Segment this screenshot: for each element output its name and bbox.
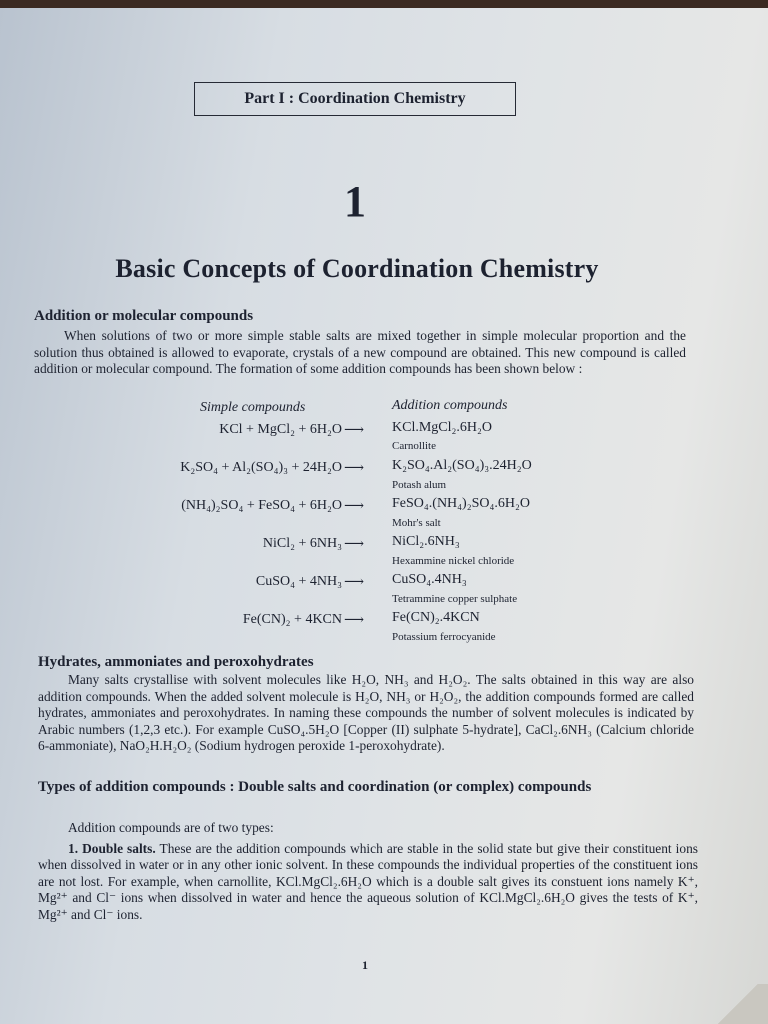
reaction-arrow: ⟶: [344, 537, 365, 552]
reaction-arrow: ⟶: [344, 613, 365, 628]
reaction-lhs: CuSO₄ + 4NH₃: [255, 574, 342, 589]
reaction-rhs: NiCl₂.6NH₃: [392, 534, 460, 549]
reaction-lhs: NiCl₂ + 6NH₃: [262, 536, 342, 551]
book-page: [0, 8, 768, 1024]
part-label-box: [194, 82, 516, 116]
section-heading-hydrates: Hydrates, ammoniates and peroxohydrates: [38, 654, 314, 670]
section-paragraph-types: [38, 820, 698, 923]
section-heading-types: Types of addition compounds : Double salts and coordination (or complex) compounds: [38, 779, 592, 795]
reaction-lhs: Fe(CN)₂ + 4KCN: [242, 612, 342, 627]
reaction-lhs: K₂SO₄ + Al₂(SO₄)₃ + 24H₂O: [180, 460, 342, 475]
item-text: These are the addition compounds which are stable in the solid state but give their constituent ions when dissolved in water or in any other ionic solvent. In these compounds the individual properties of the constituent ions are not lost. For example, when carnollite, KCl.MgCl₂.6H₂O which is a double salt gives its constuent ions namely K⁺, Mg²⁺ and Cl⁻ ions when dissolved in water and hence the aqueous solution of KCl.MgCl₂.6H₂O gives the tests of K⁺, Mg²⁺ and Cl⁻ ions.: [38, 840, 698, 922]
reaction-rhs: Fe(CN)₂.4KCN: [392, 610, 480, 625]
compound-name: Potassium ferrocyanide: [392, 631, 496, 643]
compound-name: Tetrammine copper sulphate: [392, 593, 518, 605]
page-corner: [708, 984, 768, 1024]
page-top-edge: [0, 0, 768, 8]
section-paragraph-addition: [34, 328, 686, 378]
reaction-lhs: (NH₄)₂SO₄ + FeSO₄ + 6H₂O: [181, 498, 342, 513]
chapter-number: 1: [344, 177, 366, 226]
reaction-rhs: KCl.MgCl₂.6H₂O: [392, 420, 492, 435]
reaction-rhs: K₂SO₄.Al₂(SO₄)₃.24H₂O: [392, 458, 532, 473]
part-label: Part I : Coordination Chemistry: [244, 90, 466, 107]
reaction-arrow: ⟶: [344, 499, 365, 514]
paragraph-intro: Addition compounds are of two types:: [68, 820, 274, 835]
compound-name: Potash alum: [392, 479, 447, 491]
column-header-simple: Simple compounds: [200, 400, 306, 415]
compound-name: Mohr's salt: [392, 517, 441, 529]
reaction-arrow: ⟶: [344, 461, 365, 476]
reaction-lhs: KCl + MgCl₂ + 6H₂O: [219, 422, 342, 437]
section-heading-addition: Addition or molecular compounds: [34, 308, 254, 324]
paragraph-text: Many salts crystallise with solvent molecules like H₂O, NH₃ and H₂O₂. The salts obtained in this way are also addition compounds. When the added solvent molecule is H₂O, NH₃ or H₂O₂, the addition compounds formed are called hydrates, ammoniates and peroxohydrates. In naming these compounds the number of solvent molecules is indicated by Arabic numbers (1,2,3 etc.). For example CuSO₄.5H₂O [Copper (II) sulphate 5-hydrate], CaCl₂.6NH₃ (Calcium chloride 6-ammoniate), NaO₂H.H₂O₂ (Sodium hydrogen peroxide 1-peroxohydrate).: [38, 672, 694, 753]
chapter-title: Basic Concepts of Coordination Chemistry: [115, 254, 599, 283]
section-paragraph-hydrates: [38, 672, 694, 755]
double-salts-paragraph: [38, 841, 698, 924]
page-number: 1: [362, 958, 368, 972]
paragraph-text: When solutions of two or more simple stable salts are mixed together in simple molecular proportion and the solution thus obtained is allowed to evaporate, crystals of a new compound are obtained. This new compound is called addition or molecular compound. The formation of some addition compounds has been shown below :: [34, 328, 686, 376]
reaction-rhs: FeSO₄.(NH₄)₂SO₄.6H₂O: [392, 496, 530, 511]
compound-name: Carnollite: [392, 440, 436, 452]
column-header-addition: Addition compounds: [392, 398, 508, 413]
reaction-arrow: ⟶: [344, 575, 365, 590]
reaction-arrow: ⟶: [344, 423, 365, 438]
reaction-rhs: CuSO₄.4NH₃: [392, 572, 467, 587]
compound-name: Hexammine nickel chloride: [392, 555, 515, 567]
item-label: 1. Double salts.: [68, 840, 156, 856]
